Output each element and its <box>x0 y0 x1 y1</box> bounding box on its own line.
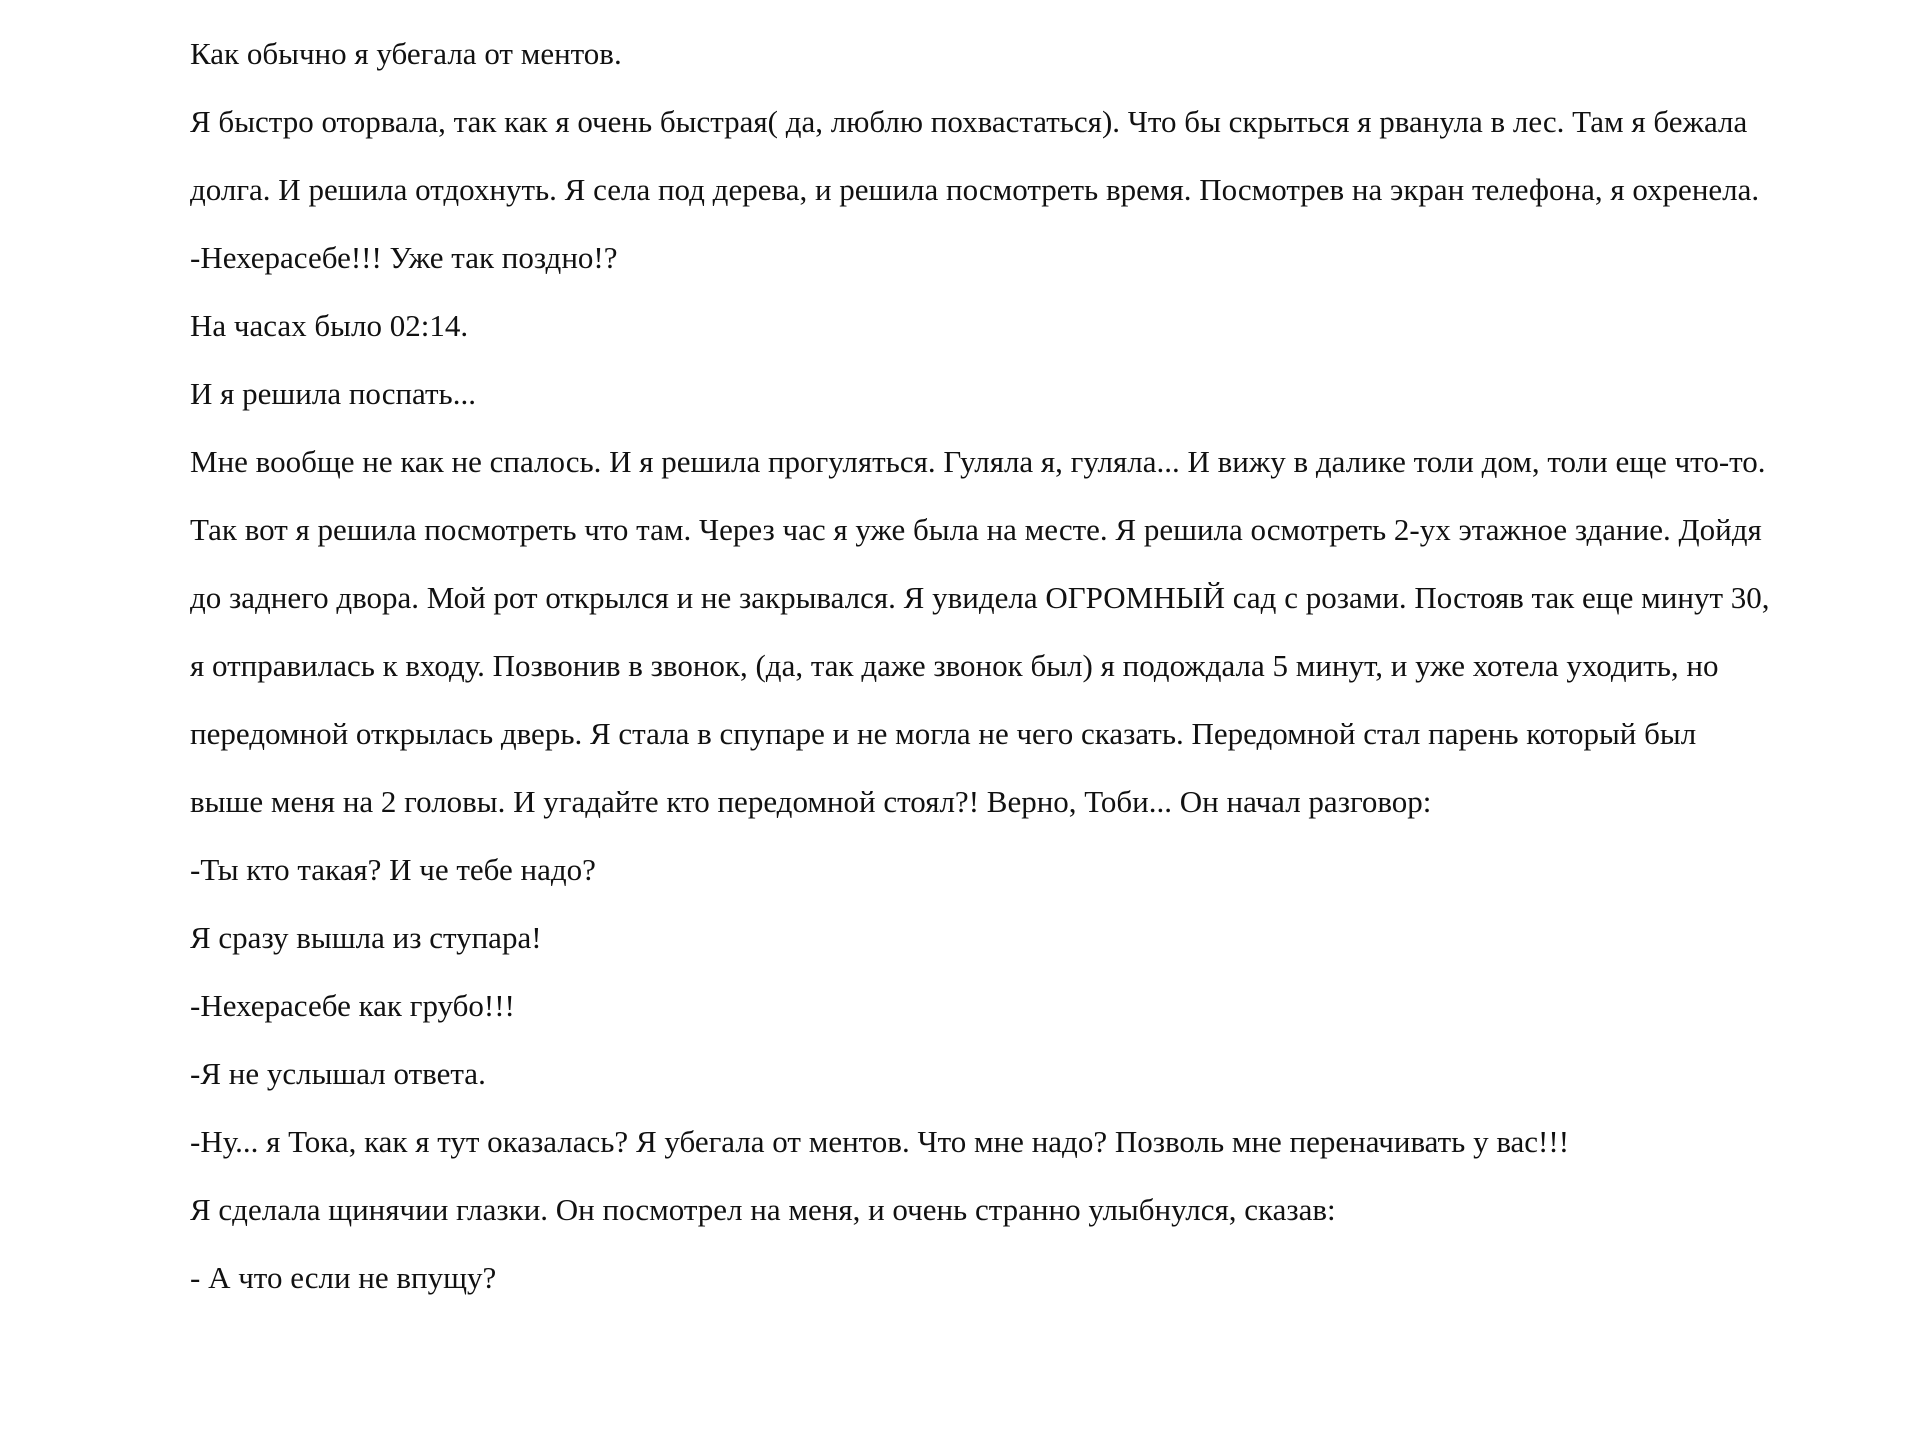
paragraph: Как обычно я убегала от ментов. <box>190 36 622 71</box>
paragraph: -Ты кто такая? И че тебе надо? <box>190 852 596 887</box>
paragraph: Я сделала щинячии глазки. Он посмотрел на меня, и очень странно улыбнулся, сказав: <box>190 1192 1336 1227</box>
paragraph: И я решила поспать... <box>190 376 476 411</box>
paragraph: -Я не услышал ответа. <box>190 1056 486 1091</box>
paragraph: -Нехерасебе как грубо!!! <box>190 988 515 1023</box>
paragraph: На часах было 02:14. <box>190 308 469 343</box>
paragraph: -Нехерасебе!!! Уже так поздно!? <box>190 240 618 275</box>
document-body <box>190 20 1770 1312</box>
paragraph: - А что если не впущу? <box>190 1260 497 1295</box>
paragraph: Мне вообще не как не спалось. И я решила прогуляться. Гуляла я, гуляла... И вижу в далике толи дом, толи еще что-то. Так вот я решила посмотреть что там. Через час я уже была на месте. Я решила осмотреть 2-ух этажное здание. Дойдя до заднего двора. Мой рот открылся и не закрывался. Я увидела ОГРОМНЫЙ сад с розами. Постояв так еще минут 30, я отправилась к входу. Позвонив в звонок, (да, так даже звонок был) я подождала 5 минут, и уже хотела уходить, но передомной открылась дверь. Я стала в спупаре и не могла не чего сказать. Передомной стал парень который был выше меня на 2 головы. И угадайте кто передомной стоял?! Верно, Тоби... Он начал разговор: <box>190 444 1770 819</box>
paragraph: Я быстро оторвала, так как я очень быстрая( да, люблю похвастаться). Что бы скрыться я рванула в лес. Там я бежала долга. И решила отдохнуть. Я села под дерева, и решила посмотреть время. Посмотрев на экран телефона, я охренела. <box>190 104 1760 207</box>
paragraph: -Ну... я Тока, как я тут оказалась? Я убегала от ментов. Что мне надо? Позволь мне переначивать у вас!!! <box>190 1124 1570 1159</box>
paragraph: Я сразу вышла из ступара! <box>190 920 542 955</box>
